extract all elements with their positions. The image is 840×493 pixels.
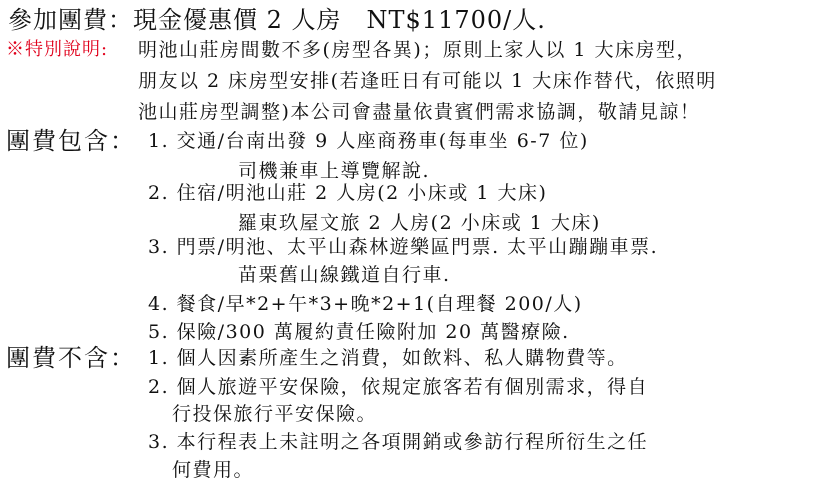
special-note-line: 池山莊房型調整)本公司會盡量依貴賓們需求協調，敬請見諒！ — [138, 101, 701, 123]
includes-item: 5. 保險/300 萬履約責任險附加 20 萬醫療險. — [148, 321, 570, 343]
special-note-line: 明池山莊房間數不多(房型各異)；原則上家人以 1 大床房型， — [138, 39, 697, 61]
fee-title: 參加團費：現金優惠價 2 人房 NT$11700/人. — [8, 6, 546, 34]
includes-label: 團費包含： — [6, 127, 136, 155]
excludes-item-continued: 行投保旅行平安保險。 — [172, 403, 378, 425]
special-note-line: 朋友以 2 床房型安排(若逢旺日有可能以 1 大床作替代，依照明 — [138, 70, 717, 92]
includes-item-continued: 苗栗舊山線鐵道自行車. — [238, 264, 451, 286]
excludes-item-continued: 何費用。 — [172, 459, 255, 481]
special-note-label: ※特別說明: — [6, 39, 109, 60]
includes-item-continued: 司機兼車上導覽解說. — [238, 160, 431, 182]
includes-item: 2. 住宿/明池山莊 2 人房(2 小床或 1 大床) — [148, 182, 548, 204]
includes-item: 4. 餐食/早*2+午*3+晚*2+1(自理餐 200/人) — [148, 293, 583, 315]
excludes-item: 1. 個人因素所產生之消費，如飲料、私人購物費等。 — [148, 347, 628, 369]
includes-item: 1. 交通/台南出發 9 人座商務車(每車坐 6-7 位) — [148, 130, 589, 152]
includes-item-continued: 羅東玖屋文旅 2 人房(2 小床或 1 大床) — [238, 212, 601, 234]
excludes-item: 2. 個人旅遊平安保險，依規定旅客若有個別需求，得自 — [148, 376, 649, 398]
excludes-label: 團費不含： — [6, 344, 136, 372]
excludes-item: 3. 本行程表上未註明之各項開銷或參訪行程所衍生之任 — [148, 431, 649, 453]
includes-item: 3. 門票/明池、太平山森林遊樂區門票. 太平山蹦蹦車票. — [148, 236, 659, 258]
